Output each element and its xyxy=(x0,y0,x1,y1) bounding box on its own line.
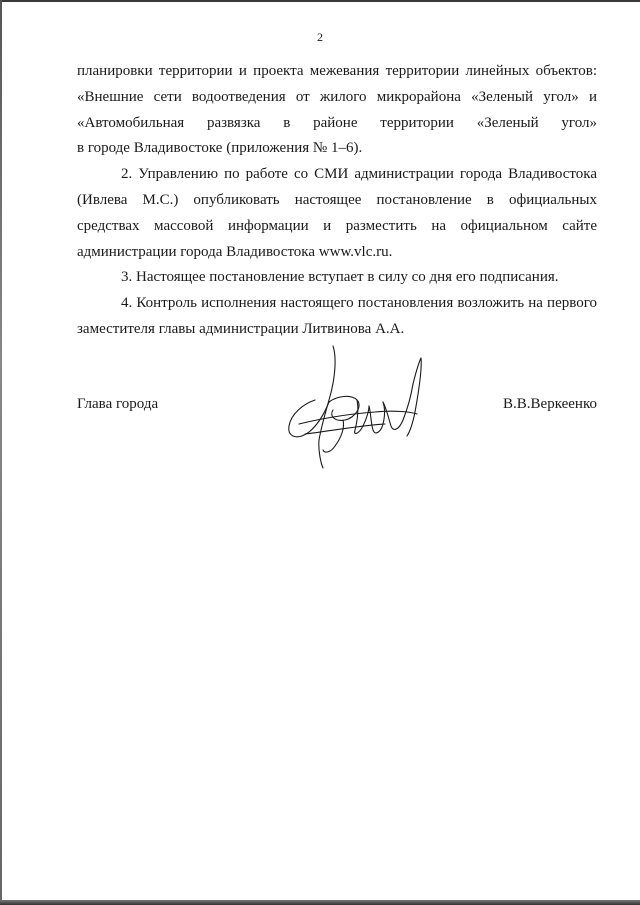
paragraph-1-line-4: в городе Владивостоке (приложения № 1–6). xyxy=(77,140,363,157)
page-number: 2 xyxy=(317,30,323,44)
signer-title: Глава города xyxy=(77,396,159,412)
scan-edge-left xyxy=(0,0,2,905)
paragraph-1-line-2: «Внешние сети водоотведения от жилого микрорайона «Зеленый угол» и xyxy=(77,88,597,105)
scan-edge-top xyxy=(0,0,640,2)
paragraph-2-line-2: (Ивлева М.С.) опубликовать настоящее постановление в официальных xyxy=(77,191,597,208)
paragraph-1-line-1: планировки территории и проекта межевания территории линейных объектов: xyxy=(77,63,597,79)
paragraph-2-line-4: администрации города Владивостока www.vlc.ru. xyxy=(77,243,393,260)
paragraph-2-line-1: 2. Управлению по работе со СМИ администрации города Владивостока xyxy=(121,166,597,183)
paragraph-1-line-3: «Автомобильная развязка в районе территории «Зеленый угол» xyxy=(77,114,597,131)
document-body xyxy=(77,59,597,343)
signer-name: В.В.Веркеенко xyxy=(503,396,597,412)
scan-edge-bottom xyxy=(0,900,640,905)
paragraph-2-line-3: средствах массовой информации и разместить на официальном сайте xyxy=(77,217,597,234)
handwritten-signature xyxy=(285,340,435,470)
paragraph-4-line-2: заместителя главы администрации Литвинова А.А. xyxy=(77,320,405,337)
paragraph-4-line-1: 4. Контроль исполнения настоящего постановления возложить на первого xyxy=(121,295,597,312)
paragraph-3-line-1: 3. Настоящее постановление вступает в силу со дня его подписания. xyxy=(121,269,559,286)
